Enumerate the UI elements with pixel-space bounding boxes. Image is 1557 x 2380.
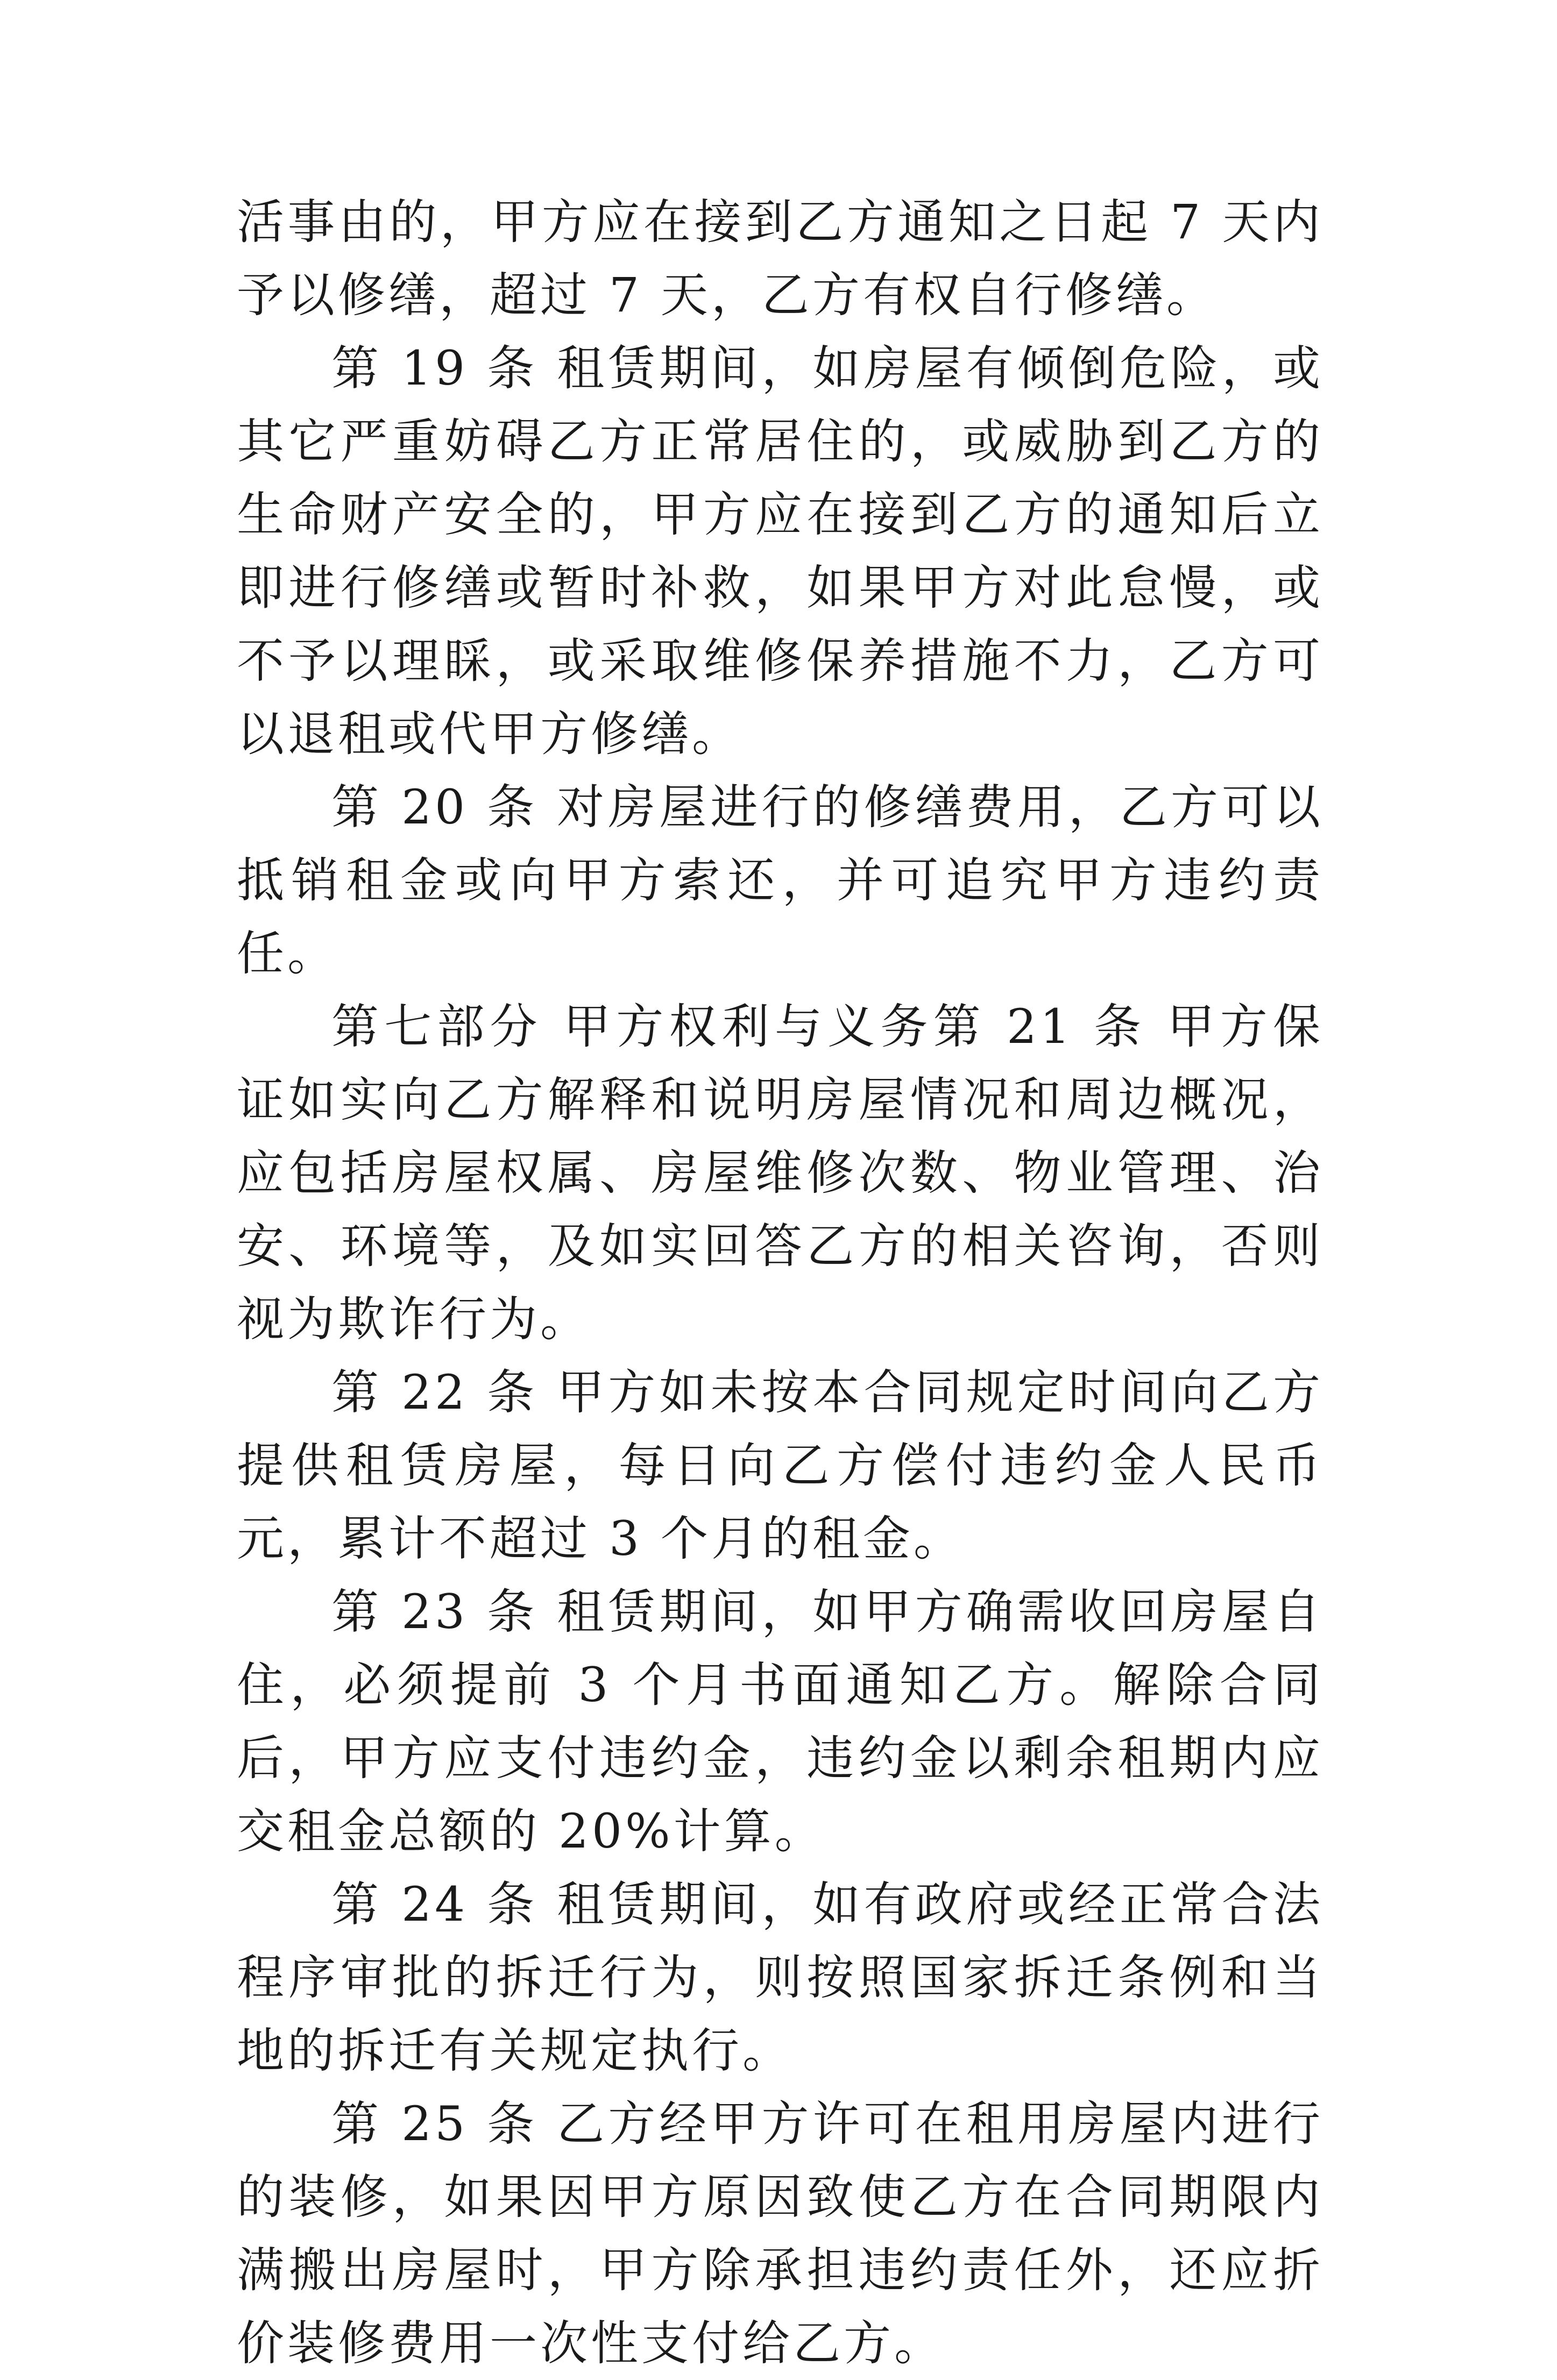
paragraph-article-24: 第 24 条 租赁期间，如有政府或经正常合法程序审批的拆迁行为，则按照国家拆迁条例和当地的拆迁有关规定执行。 bbox=[237, 1877, 1324, 2078]
contract-body bbox=[237, 186, 1324, 2380]
paragraph-article-19: 第 19 条 租赁期间，如房屋有倾倒危险，或其它严重妨碍乙方正常居住的，或威胁到乙方的生命财产安全的，甲方应在接到乙方的通知后立即进行修缮或暂时补救，如果甲方对此怠慢，或不予以理睬，或采取维修保养措施不力，乙方可以退租或代甲方修缮。 bbox=[237, 340, 1324, 762]
paragraph-article-25: 第 25 条 乙方经甲方许可在租用房屋内进行的装修，如果因甲方原因致使乙方在合同期限内满搬出房屋时，甲方除承担违约责任外，还应折价装修费用一次性支付给乙方。 bbox=[237, 2096, 1324, 2371]
paragraph-article-20: 第 20 条 对房屋进行的修缮费用，乙方可以抵销租金或向甲方索还，并可追究甲方违约责任。 bbox=[237, 779, 1324, 981]
paragraph-continuation: 活事由的，甲方应在接到乙方通知之日起 7 天内予以修缮，超过 7 天，乙方有权自行修缮。 bbox=[237, 194, 1324, 323]
paragraph-article-23: 第 23 条 租赁期间，如甲方确需收回房屋自住，必须提前 3 个月书面通知乙方。解除合同后，甲方应支付违约金，违约金以剩余租期内应交租金总额的 20%计算。 bbox=[237, 1584, 1324, 1859]
paragraph-article-22: 第 22 条 甲方如未按本合同规定时间向乙方提供租赁房屋，每日向乙方偿付违约金人民币 元，累计不超过 3 个月的租金。 bbox=[237, 1365, 1324, 1566]
paragraph-article-21: 第七部分 甲方权利与义务第 21 条 甲方保证如实向乙方解释和说明房屋情况和周边概况，应包括房屋权属、房屋维修次数、物业管理、治安、环境等，及如实回答乙方的相关咨询，否则视为欺诈行为。 bbox=[237, 999, 1324, 1347]
